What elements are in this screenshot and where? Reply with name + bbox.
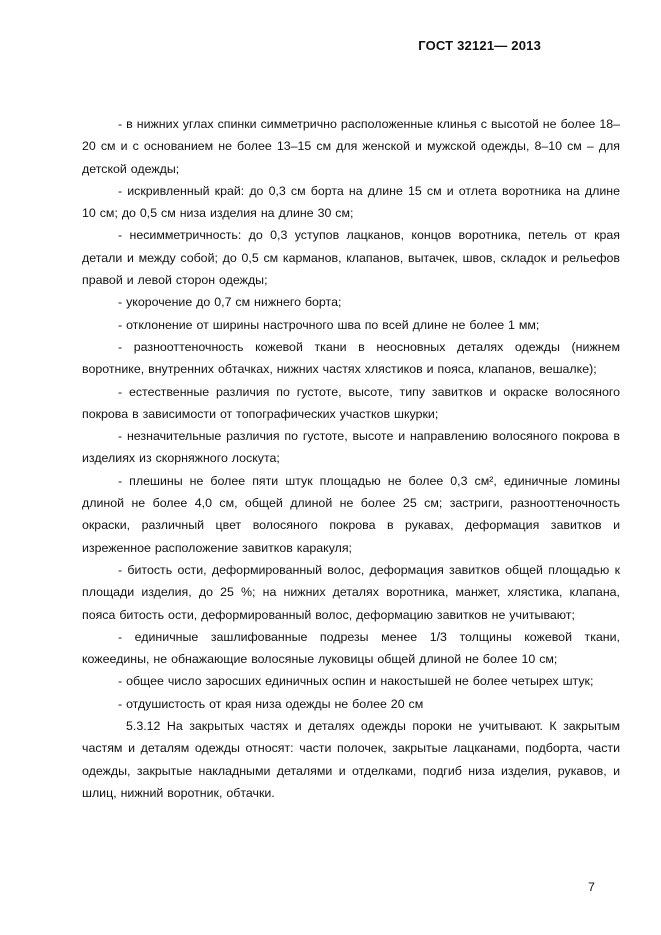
- page-number: 7: [588, 880, 595, 894]
- list-item: - незначительные различия по густоте, высоте и направлению волосяного покрова в изделиях из скорняжного лоскута;: [82, 429, 620, 466]
- list-item: - несимметричность: до 0,3 уступов лацканов, концов воротника, петель от края детали и между собой; до 0,5 см карманов, клапанов, вытачек, швов, складок и рельефов правой и левой сторон одежды;: [82, 228, 620, 288]
- list-item: - разнооттеночность кожевой ткани в неосновных деталях одежды (нижнем воротнике, внутренних обтачках, нижних частях хлястиков и пояса, клапанов, вешалке);: [82, 339, 620, 377]
- list-item: - единичные зашлифованные подрезы менее 1/3 толщины кожевой ткани, кожеедины, не обнажающие волосяные луковицы общей длиной не более 10 см;: [82, 629, 620, 667]
- body-text: [82, 113, 620, 804]
- section-paragraph: 5.3.12 На закрытых частях и деталях одежды пороки не учитывают. К закрытым частям и деталям одежды относят: части полочек, закрытые лацканами, подборта, части одежды, закрытые накладными деталями и отделками, подгиб низа изделия, рукавов, и шлиц, нижний воротник, обтачки.: [82, 719, 620, 800]
- list-item: - искривленный край: до 0,3 см борта на длине 15 см и отлета воротника на длине 10 см; до 0,5 см низа изделия на длине 30 см;: [82, 183, 620, 221]
- list-item: - битость ости, деформированный волос, деформация завитков общей площадью к площади изделия, до 25 %; на нижних деталях воротника, манжет, хлястика, клапана, пояса битость ости, деформированный волос, деформацию завитков не учитывают;: [82, 562, 620, 622]
- list-item: - плешины не более пяти штук площадью не более 0,3 см², единичные ломины длиной не более 4,0 см, общей длиной не более 25 см; застриги, разнооттеночность окраски, различный цвет волосяного покрова в рукавах, деформация завитков и изреженное расположение завитков каракуля;: [82, 473, 620, 555]
- list-item: - естественные различия по густоте, высоте, типу завитков и окраске волосяного покрова в зависимости от топографических участков шкурки;: [82, 384, 620, 421]
- list-item: - укорочение до 0,7 см нижнего борта;: [118, 295, 342, 310]
- list-item: - общее число заросших единичных оспин и накостышей не более четырех штук;: [118, 674, 594, 689]
- document-code-header: ГОСТ 32121— 2013: [418, 38, 541, 53]
- list-item: - отдушистость от края низа одежды не более 20 см: [118, 696, 424, 711]
- list-item: - в нижних углах спинки симметрично расположенные клинья с высотой не более 18–20 см и с основанием не более 13–15 см для женской и мужской одежды, 8–10 см – для детской одежды;: [82, 117, 620, 176]
- list-item: - отклонение от ширины настрочного шва по всей длине не более 1 мм;: [118, 317, 540, 332]
